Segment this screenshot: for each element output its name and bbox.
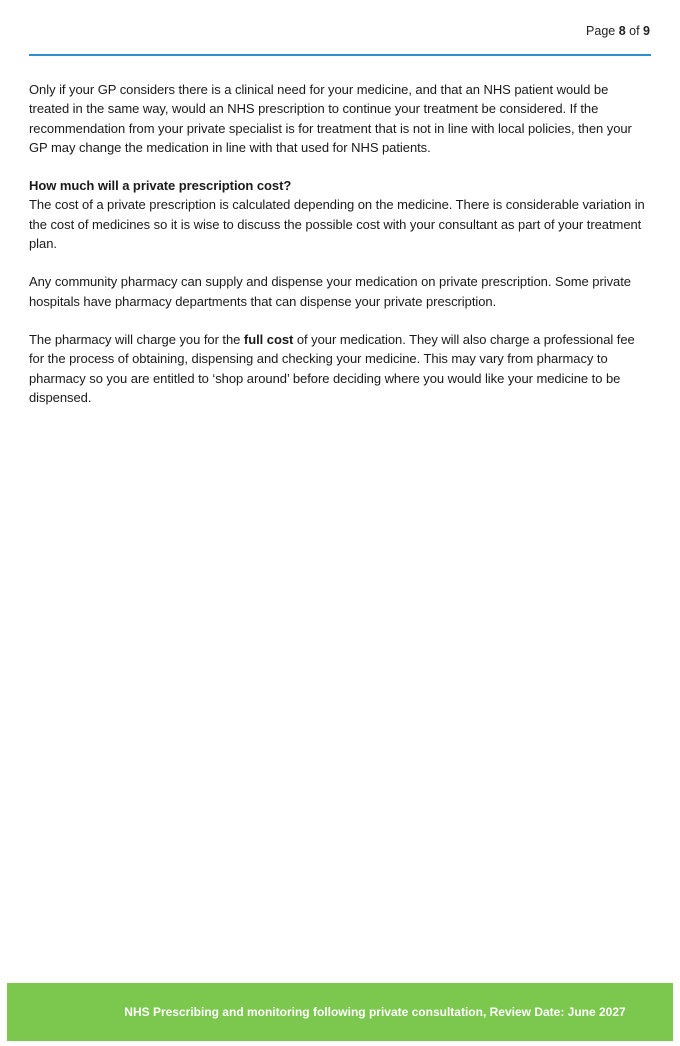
charges-text-end: of your medication. They will also charge a professional fee for the process of obtaining, dispensing and checking your medicine. This may vary from pharmacy to pharmacy so you are entitled to ‘shop around’ before deciding where you would like your medicine to be dispensed.: [29, 331, 635, 405]
footer-title: NHS Prescribing and monitoring following private consultation, Review Date: June 2027: [124, 1005, 626, 1019]
page-current: 8: [618, 24, 626, 38]
page-prefix: Page: [586, 24, 619, 38]
paragraph-cost-calculation: The cost of a private prescription is calculated depending on the medicine. There is considerable variation in the cost of medicines so it is wise to discuss the possible cost with your consultant as part of your treatment plan.: [29, 197, 645, 252]
page-number: [586, 24, 650, 38]
paragraph-community-pharmacy: Any community pharmacy can supply and dispense your medication on private prescription. Some private hospitals have pharmacy departments that can dispense your private prescription.: [29, 274, 631, 309]
section-heading-cost: How much will a private prescription cost?: [29, 178, 292, 194]
footer-bar: [7, 983, 673, 1041]
full-cost-emphasis: full cost: [243, 331, 294, 347]
paragraph-pharmacy-charges: [29, 330, 651, 407]
page-total: 9: [643, 24, 650, 38]
page-of: of: [625, 24, 644, 38]
page-header: [0, 0, 680, 56]
paragraph-gp-clinical-need: Only if your GP considers there is a clinical need for your medicine, and that an NHS patient would be treated in the same way, would an NHS prescription to continue your treatment be considered. If the recommendation from your private specialist is for treatment that is not in line with local policies, then your GP may change the medication in line with that used for NHS patients.: [29, 82, 632, 155]
document-body: [29, 80, 651, 426]
header-divider: [29, 54, 651, 56]
charges-text-start: The pharmacy will charge you for the: [29, 331, 244, 347]
